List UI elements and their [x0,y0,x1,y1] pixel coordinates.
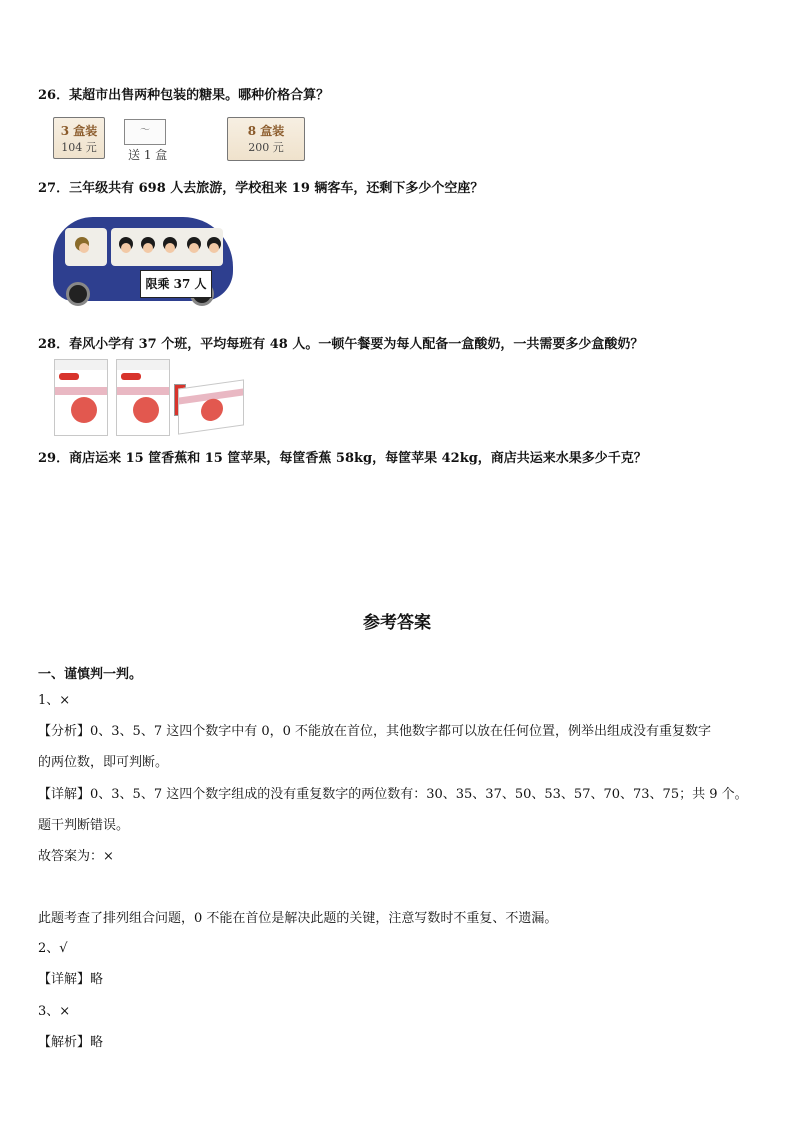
answer-1-analysis-line2: 的两位数，即可判断。 [38,755,169,770]
answer-3-detail: 【解析】略 [38,1035,104,1050]
answer-1-analysis-line1: 【分析】0、3、5、7 这四个数字中有 0，0 不能放在首位，其他数字都可以放在任何位置，例举出组成没有重复数字 [38,724,712,739]
answer-1-label: 1、× [38,693,71,708]
gift-box-icon: ～ [124,119,166,145]
yogurt-carton-icon [178,379,244,434]
answers-title: 参考答案 [363,613,431,633]
answer-2-detail: 【详解】略 [38,972,104,987]
candy-box-3 [53,117,105,159]
wheel-icon [66,282,90,306]
capacity-sign: 限乘 37 人 [140,270,212,298]
answer-2-label: 2、√ [38,941,68,956]
answer-1-comment: 此题考查了排列组合问题，0 不能在首位是解决此题的关键，注意写数时不重复、不遗漏。 [38,911,558,926]
box-3-label: 3 盒装 [60,124,98,138]
question-27: 27．三年级共有 698 人去旅游，学校租来 19 辆客车，还剩下多少个空座？ [38,181,484,196]
box-8-price: 200 元 [248,141,284,154]
question-28: 28．春风小学有 37 个班，平均每班有 48 人。一顿午餐要为每人配备一盒酸奶，一共需要多少盒酸奶？ [38,337,644,352]
section-heading: 一、谨慎判一判。 [38,667,143,682]
gift-label: 送 1 盒 [128,148,168,162]
answer-1-detail-line2: 题干判断错误。 [38,818,130,833]
candy-box-8 [227,117,305,161]
yogurt-carton-icon [116,368,170,436]
answer-1-conclusion: 故答案为：× [38,849,114,864]
box-8-label: 8 盒装 [247,124,285,138]
question-29: 29．商店运来 15 筐香蕉和 15 筐苹果，每筐香蕉 58kg，每筐苹果 42kg，商店共运来水果多少千克？ [38,451,647,466]
yogurt-carton-icon [54,368,108,436]
box-3-price: 104 元 [61,141,97,154]
answer-3-label: 3、× [38,1004,71,1019]
answer-1-detail-line1: 【详解】0、3、5、7 这四个数字组成的没有重复数字的两位数有：30、35、37、50、53、57、70、73、75；共 9 个。 [38,787,748,802]
question-26: 26．某超市出售两种包装的糖果。哪种价格合算？ [38,88,330,103]
